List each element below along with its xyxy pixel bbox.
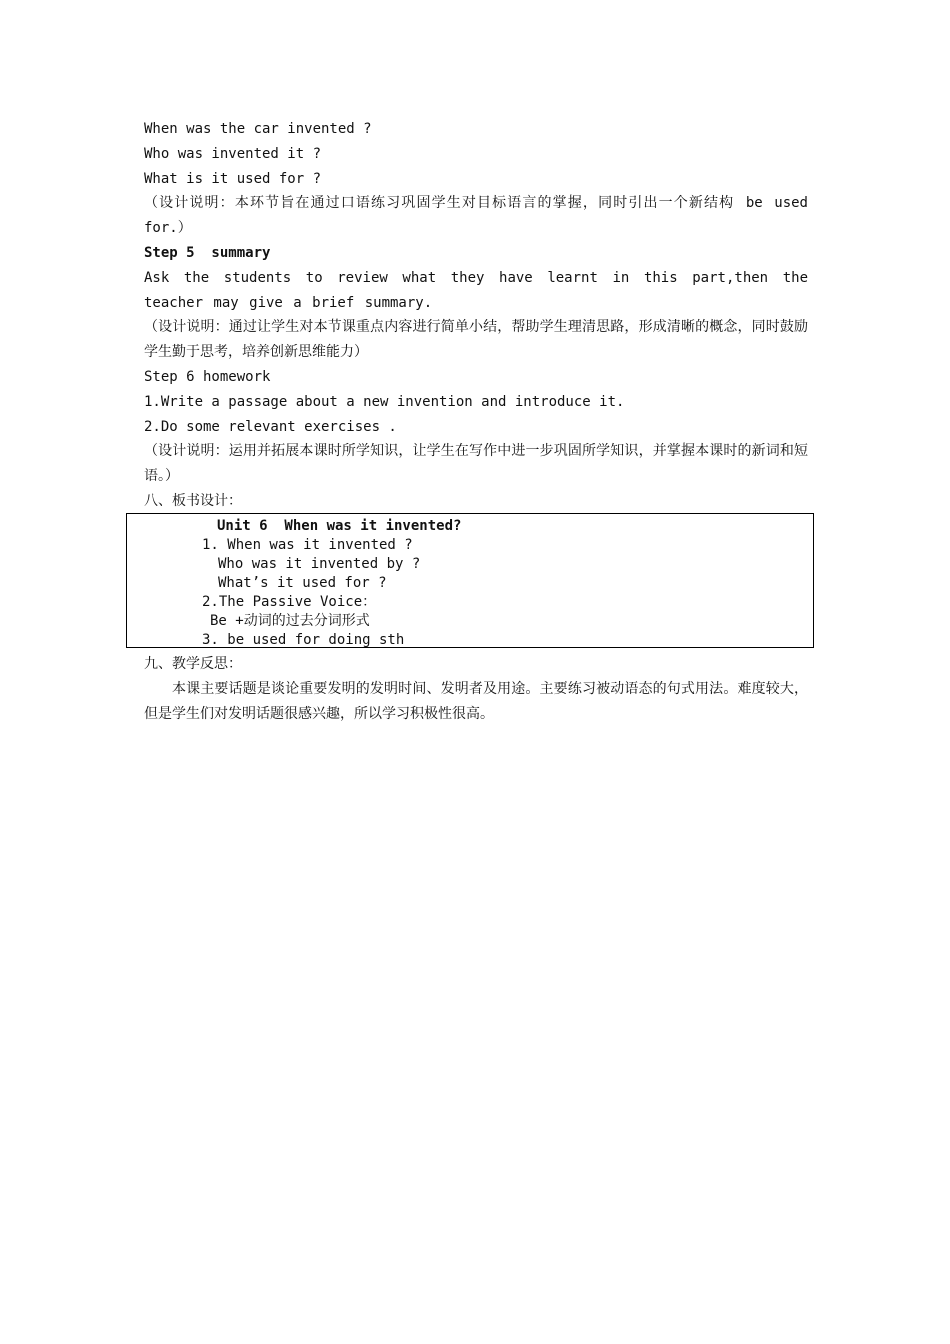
section-heading: 八、板书设计：: [144, 492, 242, 509]
design-note: （设计说明：通过让学生对本节课重点内容进行简单小结，帮助学生理清思路，形成清晰的概念，同时鼓励学生勤于思考，培养创新思维能力）: [144, 319, 808, 361]
question-line: Who was invented it ?: [144, 145, 322, 162]
document-body: [144, 117, 808, 514]
question-line: What is it used for ?: [144, 170, 322, 187]
board-line: 1. When was it invented ?: [202, 537, 413, 553]
step-description: Ask the students to review what they have learnt in this part,then the teacher may give a brief summary.: [144, 269, 808, 311]
section-heading: 九、教学反思：: [144, 656, 242, 672]
design-note: （设计说明：本环节旨在通过口语练习巩固学生对目标语言的掌握，同时引出一个新结构 be used for.）: [144, 195, 808, 237]
reflection-text: 本课主要话题是谈论重要发明的发明时间、发明者及用途。主要练习被动语态的句式用法。难度较大，但是学生们对发明话题很感兴趣，所以学习积极性很高。: [144, 680, 808, 722]
reflection-section: [144, 652, 808, 726]
homework-item: 2.Do some relevant exercises .: [144, 418, 397, 435]
board-line: What’s it used for ?: [218, 575, 387, 591]
design-note: （设计说明：运用并拓展本课时所学知识，让学生在写作中进一步巩固所学知识，并掌握本课时的新词和短语。）: [144, 443, 808, 485]
board-line: 3. be used for doing sth: [202, 632, 405, 647]
board-line: Who was it invented by ?: [218, 556, 421, 572]
board-line: 2.The Passive Voice：: [202, 594, 377, 610]
board-line: Be +动词的过去分词形式: [210, 613, 370, 629]
step-heading: Step 5 summary: [144, 244, 271, 261]
question-line: When was the car invented ?: [144, 121, 372, 137]
step-heading: Step 6 homework: [144, 368, 271, 385]
blackboard-design-box: [126, 513, 814, 648]
board-title: Unit 6 When was it invented?: [217, 518, 462, 534]
homework-item: 1.Write a passage about a new invention and introduce it.: [144, 393, 625, 410]
